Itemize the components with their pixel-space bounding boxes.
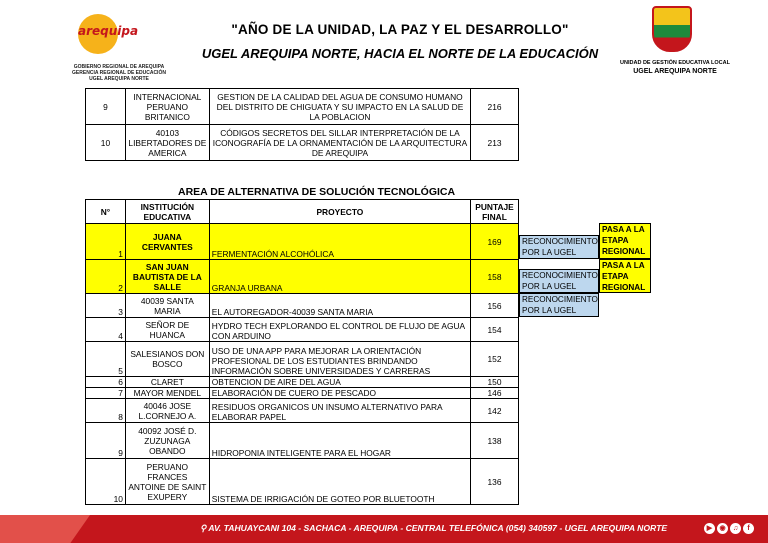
logo-word: arequipa bbox=[78, 24, 139, 38]
table-header-row: N° INSTITUCIÓN EDUCATIVA PROYECTO PUNTAJE FINAL bbox=[86, 200, 519, 224]
tiktok-icon[interactable]: ♫ bbox=[730, 523, 741, 534]
table-row: 6 CLARET OBTENCION DE AIRE DEL AGUA 150 bbox=[86, 377, 519, 388]
table-row: 7 MAYOR MENDEL ELABORACIÓN DE CUERO DE PESCADO 146 bbox=[86, 388, 519, 399]
table-row: 9 40092 JOSÉ D. ZUZUNAGA OBANDO HIDROPONIA INTELIGENTE PARA EL HOGAR 138 bbox=[86, 423, 519, 459]
regional-stage-badge: PASA A LA ETAPA REGIONAL bbox=[599, 259, 651, 293]
table-row: 10 PERUANO FRANCES ANTOINE DE SAINT EXUPERY SISTEMA DE IRRIGACIÓN DE GOTEO POR BLUETOOTH 136 bbox=[86, 459, 519, 505]
previous-area-table bbox=[85, 88, 519, 161]
footer-address: ⚲ AV. TAHUAYCANI 104 - SACHACA - AREQUIPA - CENTRAL TELEFÓNICA (054) 340597 - UGEL AREQUIPA NORTE bbox=[200, 523, 668, 533]
page-title: "AÑO DE LA UNIDAD, LA PAZ Y EL DESARROLLO" bbox=[231, 22, 569, 37]
table-row: 8 40046 JOSE L.CORNEJO A. RESIDUOS ORGANICOS UN INSUMO ALTERNATIVO PARA ELABORAR PAPEL 142 bbox=[86, 399, 519, 423]
table-row: 9 INTERNACIONAL PERUANO BRITANICO GESTION DE LA CALIDAD DEL AGUA DE CONSUMO HUMANO DEL DISTRITO DE CHIGUATA Y SU IMPACTO EN LA SALUD DE LA POBLACION 216 bbox=[86, 89, 519, 125]
arequipa-logo bbox=[44, 6, 166, 82]
recognition-badge: RECONOCIMIENTO POR LA UGEL bbox=[519, 293, 599, 317]
ugel-unit-name: UNIDAD DE GESTIÓN EDUCATIVA LOCAL bbox=[620, 60, 730, 66]
recognition-badge: RECONOCIMIENTO POR LA UGEL bbox=[519, 269, 599, 293]
results-table bbox=[85, 199, 519, 505]
location-pin-icon: ⚲ bbox=[200, 523, 207, 533]
instagram-icon[interactable]: ◉ bbox=[717, 523, 728, 534]
ugel-name: UGEL AREQUIPA NORTE bbox=[633, 68, 717, 75]
footer bbox=[0, 515, 768, 543]
regional-stage-badge: PASA A LA ETAPA REGIONAL bbox=[599, 223, 651, 259]
recognition-badge: RECONOCIMIENTO POR LA UGEL bbox=[519, 235, 599, 259]
crest-icon bbox=[652, 6, 692, 52]
section-title: AREA DE ALTERNATIVA DE SOLUCIÓN TECNOLÓGICA bbox=[178, 186, 456, 198]
youtube-icon[interactable]: ▶ bbox=[704, 523, 715, 534]
government-lines: GOBIERNO REGIONAL DE AREQUIPA GERENCIA REGIONAL DE EDUCACIÓN UGEL AREQUIPA NORTE bbox=[72, 64, 166, 82]
page-subtitle: UGEL AREQUIPA NORTE, HACIA EL NORTE DE LA EDUCACIÓN bbox=[201, 46, 599, 61]
table-row: 10 40103 LIBERTADORES DE AMERICA CÓDIGOS SECRETOS DEL SILLAR INTERPRETACIÓN DE LA ICONOGRAFÍA DE LA ORNAMENTACIÓN DE LA ARQUITECTURA DE AREQUIPA 213 bbox=[86, 125, 519, 161]
ugel-logo bbox=[600, 6, 760, 76]
table-row: 3 40039 SANTA MARIA EL AUTOREGADOR-40039 SANTA MARIA 156 bbox=[86, 294, 519, 318]
table-row: 5 SALESIANOS DON BOSCO USO DE UNA APP PARA MEJORAR LA ORIENTACIÓN PROFESIONAL DE LOS ESTUDIANTES BRINDANDO INFORMACIÓN SOBRE UNIVERSIDADES Y CARRERAS 152 bbox=[86, 342, 519, 377]
facebook-icon[interactable]: f bbox=[743, 523, 754, 534]
table-row: 4 SEÑOR DE HUANCA HYDRO TECH EXPLORANDO EL CONTROL DE FLUJO DE AGUA CON ARDUINO 154 bbox=[86, 318, 519, 342]
table-row: 2 SAN JUAN BAUTISTA DE LA SALLE GRANJA URBANA 158 bbox=[86, 260, 519, 294]
table-row: 1 JUANA CERVANTES FERMENTACIÓN ALCOHÓLICA 169 bbox=[86, 224, 519, 260]
